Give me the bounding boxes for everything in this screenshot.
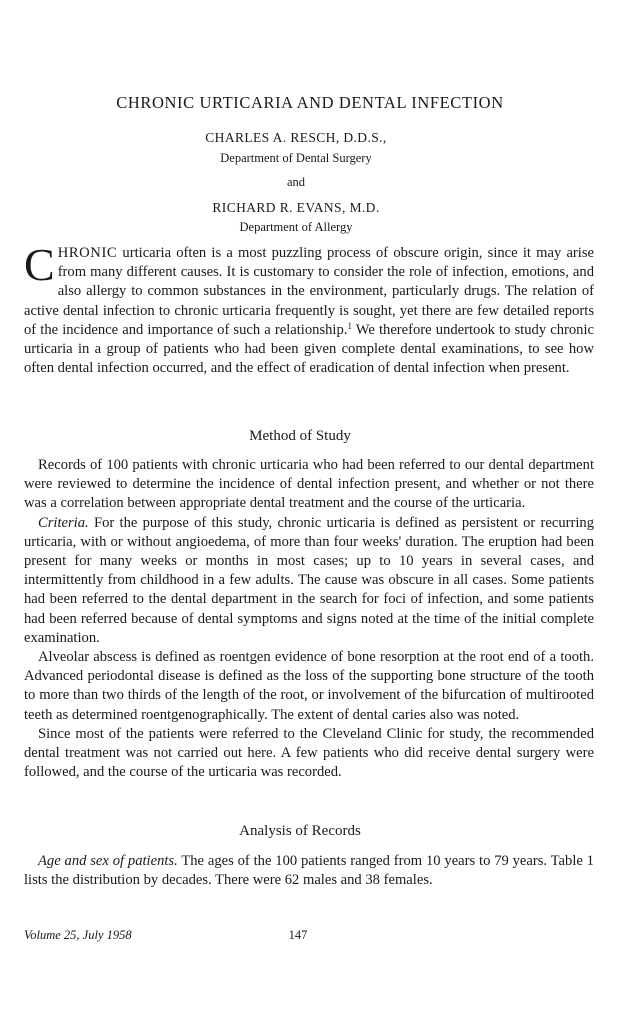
criteria-label: Criteria. [38,514,89,531]
analysis-paragraph-1 [24,852,594,890]
intro-paragraph [24,239,594,378]
page-number-wrap [0,928,620,943]
reference-marker: 1 [347,320,352,331]
page-number: 147 [288,928,308,942]
method-paragraph-1: Records of 100 patients with chronic urticaria who had been referred to our dental department were reviewed to determine the incidence of dental infection present, and whether or not there was a correlation between appropriate dental treatment and the course of the urticaria. [24,457,594,512]
method-heading: Method of Study [249,428,351,444]
author-1-department: Department of Dental Surgery [220,151,372,165]
journal-volume-date: Volume 25, July 1958 [24,928,132,942]
criteria-text: For the purpose of this study, chronic urticaria is defined as persistent or recurring urticaria, with or without angioedema, of more than four weeks' duration. The eruption had been present for many weeks or months in most cases; up to 10 years in several cases, and intermittently from childhood in a few adults. The cause was obscure in all cases. Some patients had been referred to the dental department in the search for foci of infection, and some patients had been referred because of dental symptoms and signs noted at the time of the initial complete examination. [24,514,594,646]
intro-lead-word: HRONIC [57,245,118,261]
authors-conjunction: and [286,175,306,189]
author-2-name: RICHARD R. EVANS, M.D. [212,200,380,215]
age-sex-text: The ages of the 100 patients ranged from 10 years to 79 years. Table 1 lists the distribution by decades. There were 62 males and 38 females. [24,853,594,889]
analysis-heading: Analysis of Records [239,823,361,839]
method-section [24,456,594,782]
intro-text-part-2: We therefore undertook to study chronic urticaria in a group of patients who had been given complete dental examinations, to see how often dental infection occurred, and the effect of eradication of dental infection when present. [24,321,594,377]
author-2-department: Department of Allergy [239,220,353,234]
age-sex-label: Age and sex of patients. [38,853,178,869]
analysis-section [24,852,594,890]
intro-text-part-1: urticaria often is a most puzzling process of obscure origin, since it may arise from many different causes. It is customary to consider the role of infection, emotions, and also allergy to common substances in the environment, particularly drugs. The relation of active dental infection to chronic urticaria frequently is sought, yet there are few detailed reports of the incidence and importance of such a relationship. [24,245,594,338]
author-1-name: CHARLES A. RESCH, D.D.S., [205,130,387,145]
intro-section [24,239,594,378]
article-title: CHRONIC URTICARIA AND DENTAL INFECTION [116,93,504,112]
drop-cap: C [24,239,55,290]
method-paragraph-3: Alveolar abscess is defined as roentgen evidence of bone resorption at the root end of a tooth. Advanced periodontal disease is defined as the loss of the supporting bone structure of the tooth to more than two thirds of the length of the root, or involvement of the bifurcation of multirooted teeth as determined roentgenographically. The extent of dental caries also was noted. [24,649,594,723]
method-paragraph-4: Since most of the patients were referred to the Cleveland Clinic for study, the recommended dental treatment was not carried out here. A few patients who did receive dental surgery were followed, and the course of the urticaria was recorded. [24,725,594,781]
method-paragraph-2 [24,514,594,648]
